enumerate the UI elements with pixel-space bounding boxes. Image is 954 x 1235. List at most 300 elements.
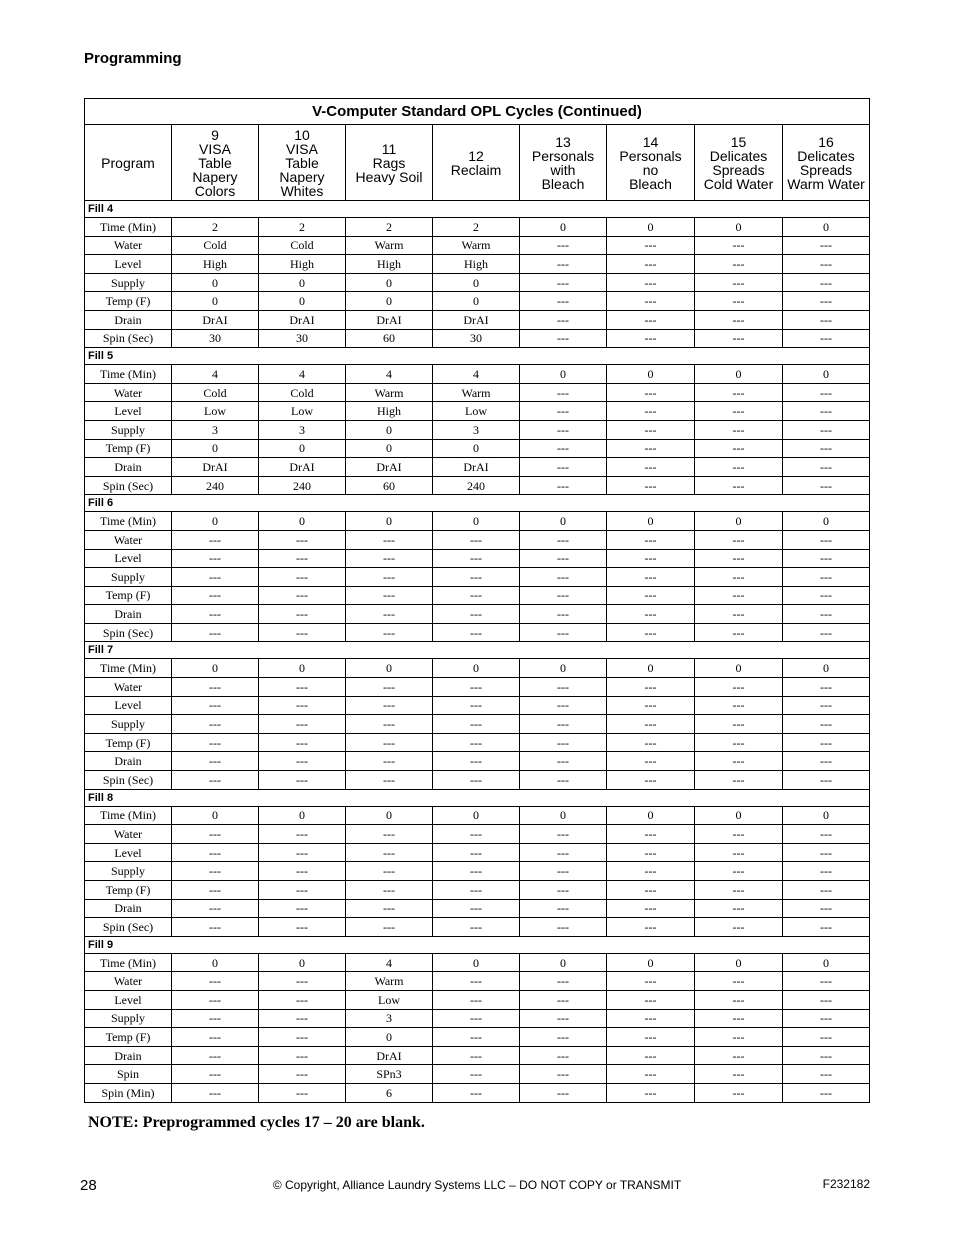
table-cell: --- [259, 1028, 346, 1047]
table-cell: --- [346, 715, 433, 734]
table-cell: --- [172, 530, 259, 549]
column-header-line: Bleach [629, 175, 672, 192]
table-cell: 2 [433, 218, 520, 237]
table-cell: 0 [259, 953, 346, 972]
table-cell: 0 [259, 806, 346, 825]
table-cell: 2 [346, 218, 433, 237]
table-cell: --- [607, 420, 695, 439]
table-cell: --- [695, 273, 783, 292]
row-label: Spin (Sec) [85, 329, 172, 348]
table-cell: --- [433, 696, 520, 715]
table-row [85, 383, 870, 402]
table-cell: --- [520, 1009, 607, 1028]
table-cell: --- [346, 549, 433, 568]
column-header-line: no [642, 161, 659, 178]
table-cell: 0 [259, 659, 346, 678]
column-header-line: 14 [642, 133, 659, 150]
table-row [85, 771, 870, 790]
table-cell: --- [607, 972, 695, 991]
table-cell: --- [783, 383, 870, 402]
fill-group-row [85, 642, 870, 659]
table-cell: Cold [172, 383, 259, 402]
table-cell: --- [607, 918, 695, 937]
table-cell: --- [346, 918, 433, 937]
table-cell: --- [433, 771, 520, 790]
table-cell: DrAI [346, 1046, 433, 1065]
table-row [85, 623, 870, 642]
column-header-line: Rags [372, 154, 406, 171]
table-cell: --- [607, 1083, 695, 1102]
table-cell: --- [259, 605, 346, 624]
table-cell: 0 [346, 292, 433, 311]
table-cell: --- [783, 771, 870, 790]
table-cell: --- [259, 771, 346, 790]
table-cell: 0 [783, 218, 870, 237]
table-cell: --- [783, 530, 870, 549]
table-cell: --- [783, 843, 870, 862]
table-cell: --- [783, 990, 870, 1009]
table-cell: --- [607, 292, 695, 311]
table-cell: 0 [520, 806, 607, 825]
column-header-line: Bleach [541, 175, 585, 192]
table-cell: --- [259, 752, 346, 771]
column-header-line: Napery [192, 168, 238, 185]
column-header-line: VISA [199, 140, 231, 157]
table-cell: --- [695, 292, 783, 311]
table-cell: --- [607, 605, 695, 624]
table-cell: --- [520, 696, 607, 715]
fill-group-row [85, 936, 870, 953]
table-cell: 0 [520, 365, 607, 384]
table-cell: 0 [433, 273, 520, 292]
table-cell: --- [607, 310, 695, 329]
table-cell: --- [607, 549, 695, 568]
table-cell: 0 [172, 659, 259, 678]
table-cell: --- [520, 899, 607, 918]
table-cell: --- [607, 530, 695, 549]
table-row [85, 1083, 870, 1102]
fill-group-label: Fill 7 [85, 642, 870, 659]
table-cell: --- [607, 678, 695, 697]
table-cell: --- [783, 292, 870, 311]
table-cell: 0 [346, 273, 433, 292]
table-cell: 4 [346, 365, 433, 384]
table-row [85, 420, 870, 439]
table-row [85, 1065, 870, 1084]
table-cell: --- [695, 972, 783, 991]
table-cell: --- [433, 918, 520, 937]
table-cell: --- [695, 825, 783, 844]
table-cell: 240 [433, 476, 520, 495]
table-cell: 2 [172, 218, 259, 237]
table-cell: --- [520, 825, 607, 844]
table-cell: --- [433, 733, 520, 752]
table-cell: --- [172, 972, 259, 991]
table-cell: --- [695, 458, 783, 477]
table-row [85, 881, 870, 900]
table-cell: --- [695, 1009, 783, 1028]
table-cell: 0 [695, 659, 783, 678]
table-cell: --- [783, 568, 870, 587]
table-cell: 0 [695, 365, 783, 384]
table-cell: --- [172, 843, 259, 862]
table-cell: --- [520, 255, 607, 274]
table-cell: --- [172, 862, 259, 881]
table-cell: --- [520, 623, 607, 642]
table-cell: --- [520, 1046, 607, 1065]
table-cell: Low [433, 402, 520, 421]
table-cell: --- [172, 1065, 259, 1084]
table-cell: --- [783, 255, 870, 274]
table-cell: DrAI [433, 458, 520, 477]
table-cell: --- [346, 623, 433, 642]
table-cell: High [346, 402, 433, 421]
table-cell: --- [172, 1009, 259, 1028]
table-cell: --- [520, 568, 607, 587]
table-cell: Low [346, 990, 433, 1009]
row-label: Level [85, 402, 172, 421]
fill-group-row [85, 495, 870, 512]
table-cell: --- [783, 752, 870, 771]
table-cell: --- [520, 402, 607, 421]
table-cell: --- [259, 972, 346, 991]
table-cell: 0 [172, 273, 259, 292]
row-label: Drain [85, 1046, 172, 1065]
fill-group-row [85, 201, 870, 218]
table-cell: DrAI [259, 310, 346, 329]
table-cell: DrAI [172, 458, 259, 477]
table-cell: --- [259, 1046, 346, 1065]
table-cell: --- [520, 458, 607, 477]
table-row [85, 953, 870, 972]
row-label: Drain [85, 752, 172, 771]
row-label: Supply [85, 420, 172, 439]
table-cell: 0 [172, 953, 259, 972]
column-header-line: Heavy Soil [355, 168, 423, 185]
table-cell: 0 [607, 806, 695, 825]
table-cell: --- [783, 825, 870, 844]
row-label: Drain [85, 605, 172, 624]
table-cell: Warm [433, 383, 520, 402]
table-cell: Cold [259, 236, 346, 255]
table-cell: --- [695, 329, 783, 348]
table-cell: --- [346, 678, 433, 697]
table-cell: --- [172, 715, 259, 734]
table-cell: --- [520, 329, 607, 348]
table-cell: --- [172, 881, 259, 900]
row-label: Level [85, 549, 172, 568]
table-cell: 0 [259, 273, 346, 292]
table-cell: --- [607, 439, 695, 458]
table-cell: --- [172, 586, 259, 605]
table-cell: 0 [783, 365, 870, 384]
table-cell: --- [346, 605, 433, 624]
table-cell: --- [259, 696, 346, 715]
table-cell: 0 [607, 659, 695, 678]
table-cell: --- [259, 549, 346, 568]
table-cell: --- [346, 530, 433, 549]
page-number: 28 [80, 1177, 97, 1194]
table-cell: Warm [346, 972, 433, 991]
column-header-line: Napery [279, 168, 325, 185]
row-label: Spin (Sec) [85, 623, 172, 642]
table-row [85, 733, 870, 752]
table-cell: --- [695, 439, 783, 458]
table-row [85, 568, 870, 587]
column-header-line: Warm Water [787, 175, 865, 192]
table-cell: --- [783, 586, 870, 605]
table-row [85, 402, 870, 421]
table-cell: --- [433, 1083, 520, 1102]
row-label: Temp (F) [85, 586, 172, 605]
table-cell: --- [433, 862, 520, 881]
table-cell: 0 [783, 806, 870, 825]
table-cell: --- [695, 623, 783, 642]
column-header-line: Colors [194, 182, 236, 199]
table-cell: 4 [433, 365, 520, 384]
table-cell: --- [695, 696, 783, 715]
table-cell: 240 [172, 476, 259, 495]
table-cell: --- [172, 1046, 259, 1065]
row-label: Spin (Min) [85, 1083, 172, 1102]
table-cell: --- [172, 899, 259, 918]
table-cell: --- [172, 990, 259, 1009]
table-cell: 0 [783, 953, 870, 972]
table-cell: DrAI [433, 310, 520, 329]
table-cell: --- [783, 918, 870, 937]
table-cell: --- [783, 549, 870, 568]
table-cell: --- [783, 1009, 870, 1028]
table-cell: --- [695, 1028, 783, 1047]
table-cell: --- [783, 1046, 870, 1065]
table-cell: --- [346, 862, 433, 881]
table-cell: --- [695, 383, 783, 402]
table-cell: --- [607, 383, 695, 402]
column-header-line: 13 [555, 133, 571, 150]
table-cell: --- [259, 733, 346, 752]
table-cell: --- [783, 696, 870, 715]
table-cell: --- [695, 752, 783, 771]
table-cell: 0 [695, 512, 783, 531]
table-cell: --- [433, 899, 520, 918]
table-cell: --- [607, 825, 695, 844]
table-cell: 0 [433, 659, 520, 678]
row-label: Time (Min) [85, 365, 172, 384]
column-header-line: Table [198, 154, 232, 171]
table-cell: --- [695, 255, 783, 274]
table-cell: --- [259, 825, 346, 844]
table-cell: 6 [346, 1083, 433, 1102]
table-cell: --- [607, 696, 695, 715]
table-row [85, 1046, 870, 1065]
column-header-line: VISA [286, 140, 318, 157]
row-label: Spin (Sec) [85, 476, 172, 495]
table-cell: 0 [433, 512, 520, 531]
table-cell: --- [433, 825, 520, 844]
table-cell: --- [695, 1046, 783, 1065]
note: NOTE: Preprogrammed cycles 17 – 20 are blank. [88, 1114, 425, 1131]
row-label: Level [85, 696, 172, 715]
table-row [85, 752, 870, 771]
table-cell: --- [520, 586, 607, 605]
table-cell: Cold [259, 383, 346, 402]
table-row [85, 918, 870, 937]
column-header-line: 10 [294, 126, 310, 143]
row-label: Level [85, 990, 172, 1009]
row-label: Time (Min) [85, 806, 172, 825]
table-cell: --- [783, 862, 870, 881]
table-cell: --- [783, 899, 870, 918]
row-label: Time (Min) [85, 953, 172, 972]
table-cell: --- [259, 568, 346, 587]
table-row [85, 549, 870, 568]
table-cell: --- [607, 255, 695, 274]
table-cell: 0 [433, 292, 520, 311]
column-header-line: 15 [730, 133, 747, 150]
table-cell: --- [433, 715, 520, 734]
table-cell: --- [520, 990, 607, 1009]
row-label: Water [85, 972, 172, 991]
table-cell: --- [520, 771, 607, 790]
table-cell: --- [259, 678, 346, 697]
table-cell: --- [695, 402, 783, 421]
table-row [85, 972, 870, 991]
table-cell: --- [520, 236, 607, 255]
table-row [85, 365, 870, 384]
table-cell: --- [695, 899, 783, 918]
table-cell: --- [520, 383, 607, 402]
row-label: Drain [85, 899, 172, 918]
table-cell: --- [783, 1065, 870, 1084]
table-cell: --- [346, 899, 433, 918]
table-row [85, 236, 870, 255]
table-cell: DrAI [346, 310, 433, 329]
row-label: Water [85, 383, 172, 402]
table-cell: --- [783, 476, 870, 495]
table-cell: --- [607, 273, 695, 292]
column-header-line: Cold Water [703, 175, 774, 192]
table-cell: --- [783, 733, 870, 752]
table-cell: --- [695, 771, 783, 790]
table-cell: --- [695, 678, 783, 697]
table-cell: --- [783, 273, 870, 292]
table-cell: --- [520, 292, 607, 311]
table-cell: --- [259, 1009, 346, 1028]
table-cell: --- [783, 678, 870, 697]
column-header-line: Table [285, 154, 319, 171]
column-header-line: Spreads [712, 161, 765, 178]
table-cell: --- [259, 1065, 346, 1084]
table-cell: --- [695, 549, 783, 568]
table-cell: --- [259, 843, 346, 862]
table-cell: --- [259, 1083, 346, 1102]
column-header-line: 11 [381, 140, 397, 157]
table-cell: 0 [346, 439, 433, 458]
table-cell: 0 [172, 806, 259, 825]
table-cell: 4 [346, 953, 433, 972]
table-cell: --- [172, 1083, 259, 1102]
table-cell: 0 [520, 218, 607, 237]
table-cell: --- [607, 1009, 695, 1028]
copyright-notice: © Copyright, Alliance Laundry Systems LLC – DO NOT COPY or TRANSMIT [272, 1178, 682, 1192]
row-label: Time (Min) [85, 512, 172, 531]
table-cell: 0 [783, 512, 870, 531]
row-label: Time (Min) [85, 218, 172, 237]
row-label: Spin (Sec) [85, 918, 172, 937]
table-cell: --- [520, 605, 607, 624]
table-cell: --- [695, 918, 783, 937]
column-header-line: Delicates [797, 147, 855, 164]
table-cell: --- [520, 678, 607, 697]
table-cell: --- [695, 1083, 783, 1102]
table-cell: --- [783, 1028, 870, 1047]
row-label: Drain [85, 458, 172, 477]
table-cell: High [172, 255, 259, 274]
table-cell: 0 [607, 953, 695, 972]
table-cell: --- [783, 420, 870, 439]
table-cell: --- [172, 623, 259, 642]
table-cell: --- [520, 862, 607, 881]
row-label: Temp (F) [85, 733, 172, 752]
table-row [85, 329, 870, 348]
document-id: F232182 [822, 1177, 870, 1191]
table-cell: --- [783, 310, 870, 329]
table-cell: 0 [783, 659, 870, 678]
table-cell: --- [783, 458, 870, 477]
table-row [85, 678, 870, 697]
table-cell: --- [433, 549, 520, 568]
row-label: Temp (F) [85, 439, 172, 458]
table-cell: --- [520, 752, 607, 771]
fill-group-label: Fill 5 [85, 348, 870, 365]
table-row [85, 586, 870, 605]
table-cell: --- [695, 605, 783, 624]
table-cell: --- [172, 752, 259, 771]
table-cell: --- [433, 623, 520, 642]
table-cell: --- [607, 1065, 695, 1084]
table-cell: High [259, 255, 346, 274]
fill-group-row [85, 789, 870, 806]
table-cell: 2 [259, 218, 346, 237]
table-cell: --- [695, 881, 783, 900]
table-cell: --- [259, 918, 346, 937]
table-cell: --- [433, 1046, 520, 1065]
table-cell: 30 [433, 329, 520, 348]
table-cell: 0 [433, 953, 520, 972]
table-cell: --- [607, 1028, 695, 1047]
row-label: Temp (F) [85, 881, 172, 900]
table-cell: 0 [607, 512, 695, 531]
table-cell: --- [783, 329, 870, 348]
column-header-line: Delicates [709, 147, 768, 164]
table-cell: --- [783, 623, 870, 642]
table-cell: Low [172, 402, 259, 421]
table-row [85, 476, 870, 495]
cycle-column-header [520, 125, 607, 201]
table-cell: --- [259, 530, 346, 549]
table-caption: V-Computer Standard OPL Cycles (Continued) [85, 99, 870, 125]
table-cell: --- [783, 605, 870, 624]
table-row [85, 843, 870, 862]
table-cell: DrAI [259, 458, 346, 477]
table-cell: --- [695, 990, 783, 1009]
table-row [85, 825, 870, 844]
table-cell: 0 [607, 218, 695, 237]
row-label: Time (Min) [85, 659, 172, 678]
column-header-line: Personals [619, 147, 682, 164]
table-cell: 0 [520, 953, 607, 972]
table-cell: 30 [259, 329, 346, 348]
